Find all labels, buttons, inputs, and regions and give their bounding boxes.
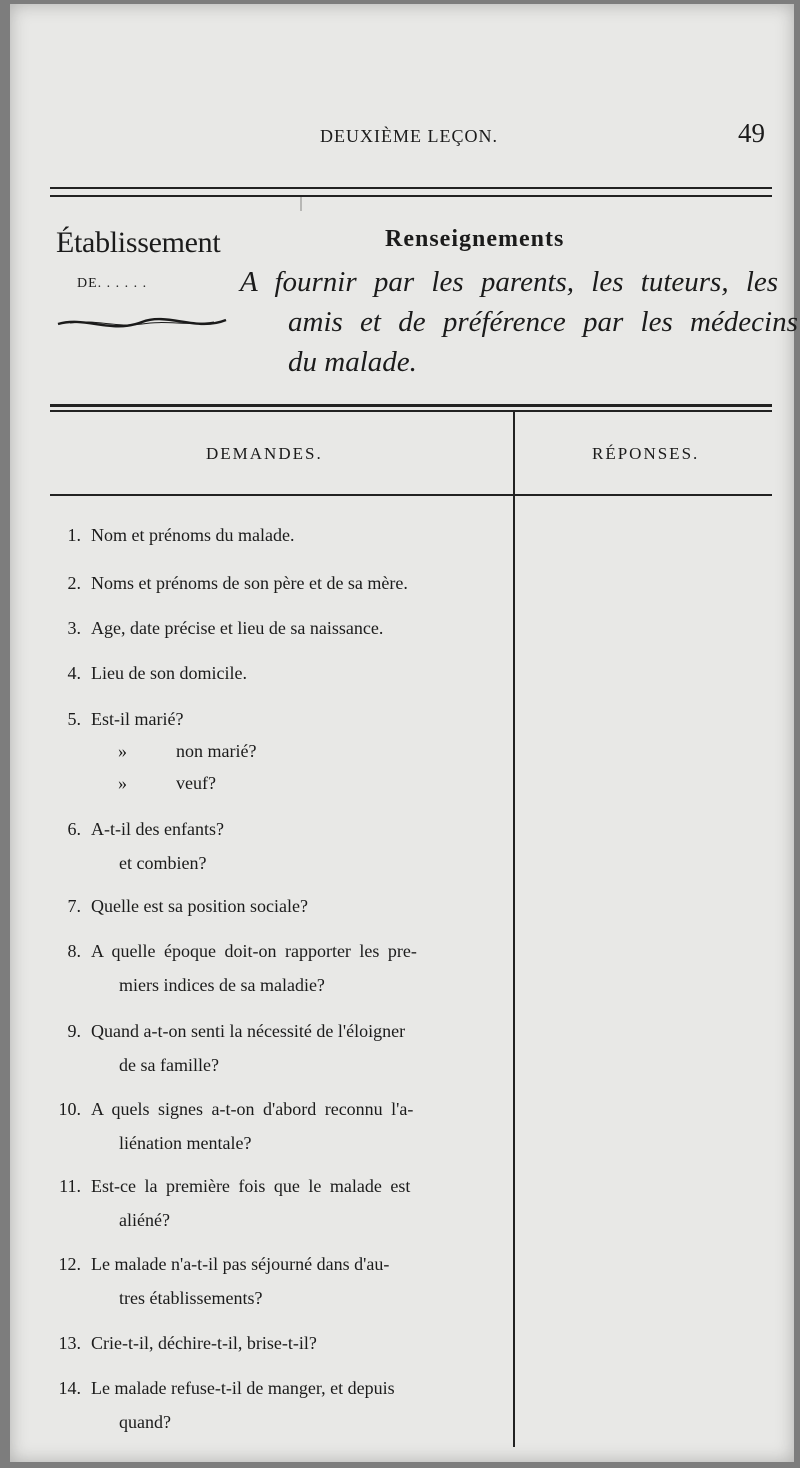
description-line: du malade. <box>288 346 417 378</box>
question-text: Quelle est sa position sociale? <box>91 896 308 916</box>
question-text-continued: miers indices de sa maladie? <box>119 975 325 995</box>
question-text: Le malade n'a-t-il pas séjourné dans d'au- <box>91 1254 390 1274</box>
subitem-text: non marié? <box>176 741 257 761</box>
question-5-subitem <box>118 734 256 768</box>
column-header-rule <box>50 494 772 496</box>
column-header-reponses: RÉPONSES. <box>592 444 700 463</box>
table-top-rule-thin <box>50 410 772 412</box>
question-3 <box>48 611 383 645</box>
question-5-subitem <box>118 766 216 800</box>
question-number: 8. <box>67 941 81 961</box>
question-text-continued: et combien? <box>119 853 207 873</box>
question-text: Age, date précise et lieu de sa naissance. <box>91 618 384 638</box>
question-text: Est-ce la première fois que le malade est <box>91 1176 411 1196</box>
question-6 <box>48 812 224 880</box>
question-text: Lieu de son domicile. <box>91 663 247 683</box>
question-text: Noms et prénoms de son père et de sa mère. <box>91 573 408 593</box>
question-8 <box>48 934 417 1002</box>
description-line: A fournir par les parents, les tuteurs, les <box>240 266 779 298</box>
question-number: 6. <box>67 819 81 839</box>
question-number: 13. <box>58 1333 81 1353</box>
question-text-continued: aliéné? <box>119 1210 170 1230</box>
question-12 <box>48 1247 389 1315</box>
question-number: 1. <box>67 525 81 545</box>
subitem-text: veuf? <box>176 773 216 793</box>
question-text-continued: liénation mentale? <box>119 1133 252 1153</box>
de-label: DE. . . . . . <box>77 276 148 291</box>
column-header-demandes: DEMANDES. <box>206 444 323 463</box>
question-number: 11. <box>59 1176 81 1196</box>
question-text: A quels signes a-t-on d'abord reconnu l'a- <box>91 1099 414 1119</box>
question-number: 5. <box>67 709 81 729</box>
header-rule-bottom <box>50 195 772 197</box>
table-top-rule <box>50 404 772 407</box>
question-number: 12. <box>58 1254 81 1274</box>
question-11 <box>48 1169 410 1237</box>
document-page <box>10 4 798 1462</box>
question-text: A-t-il des enfants? <box>91 819 224 839</box>
question-text: Le malade refuse-t-il de manger, et depuis <box>91 1378 395 1398</box>
question-number: 14. <box>58 1378 81 1398</box>
question-text: Quand a-t-on senti la nécessité de l'éloigner <box>91 1021 406 1041</box>
question-13 <box>48 1326 317 1360</box>
question-number: 4. <box>67 663 81 683</box>
question-text-continued: de sa famille? <box>119 1055 219 1075</box>
column-divider <box>513 412 515 1447</box>
running-header: DEUXIÈME LEÇON. <box>320 126 498 146</box>
section-title: Renseignements <box>385 226 565 252</box>
question-text-continued: tres établissements? <box>119 1288 263 1308</box>
question-9 <box>48 1014 405 1082</box>
description-line: amis et de préférence par les médecins <box>288 306 798 338</box>
ditto-mark: » <box>118 741 127 761</box>
question-text: Crie-t-il, déchire-t-il, brise-t-il? <box>91 1333 317 1353</box>
question-text-continued: quand? <box>119 1412 171 1432</box>
page-number: 49 <box>738 118 765 148</box>
question-7 <box>48 889 308 923</box>
question-5 <box>48 702 183 736</box>
question-text: A quelle époque doit-on rapporter les pre- <box>91 941 417 961</box>
question-number: 7. <box>67 896 81 916</box>
question-number: 2. <box>67 573 81 593</box>
swash-ornament <box>56 308 228 336</box>
question-2 <box>48 566 408 600</box>
faint-column-mark <box>300 197 302 211</box>
question-number: 10. <box>58 1099 81 1119</box>
establishment-label: Établissement <box>56 226 221 259</box>
question-number: 3. <box>67 618 81 638</box>
question-10 <box>48 1092 413 1160</box>
question-text: Est-il marié? <box>91 709 184 729</box>
question-14 <box>48 1371 395 1439</box>
header-rule-top <box>50 187 772 189</box>
question-4 <box>48 656 247 690</box>
question-text: Nom et prénoms du malade. <box>91 525 295 545</box>
ditto-mark: » <box>118 773 127 793</box>
question-number: 9. <box>67 1021 81 1041</box>
question-1 <box>48 518 294 552</box>
section-description <box>240 262 798 382</box>
